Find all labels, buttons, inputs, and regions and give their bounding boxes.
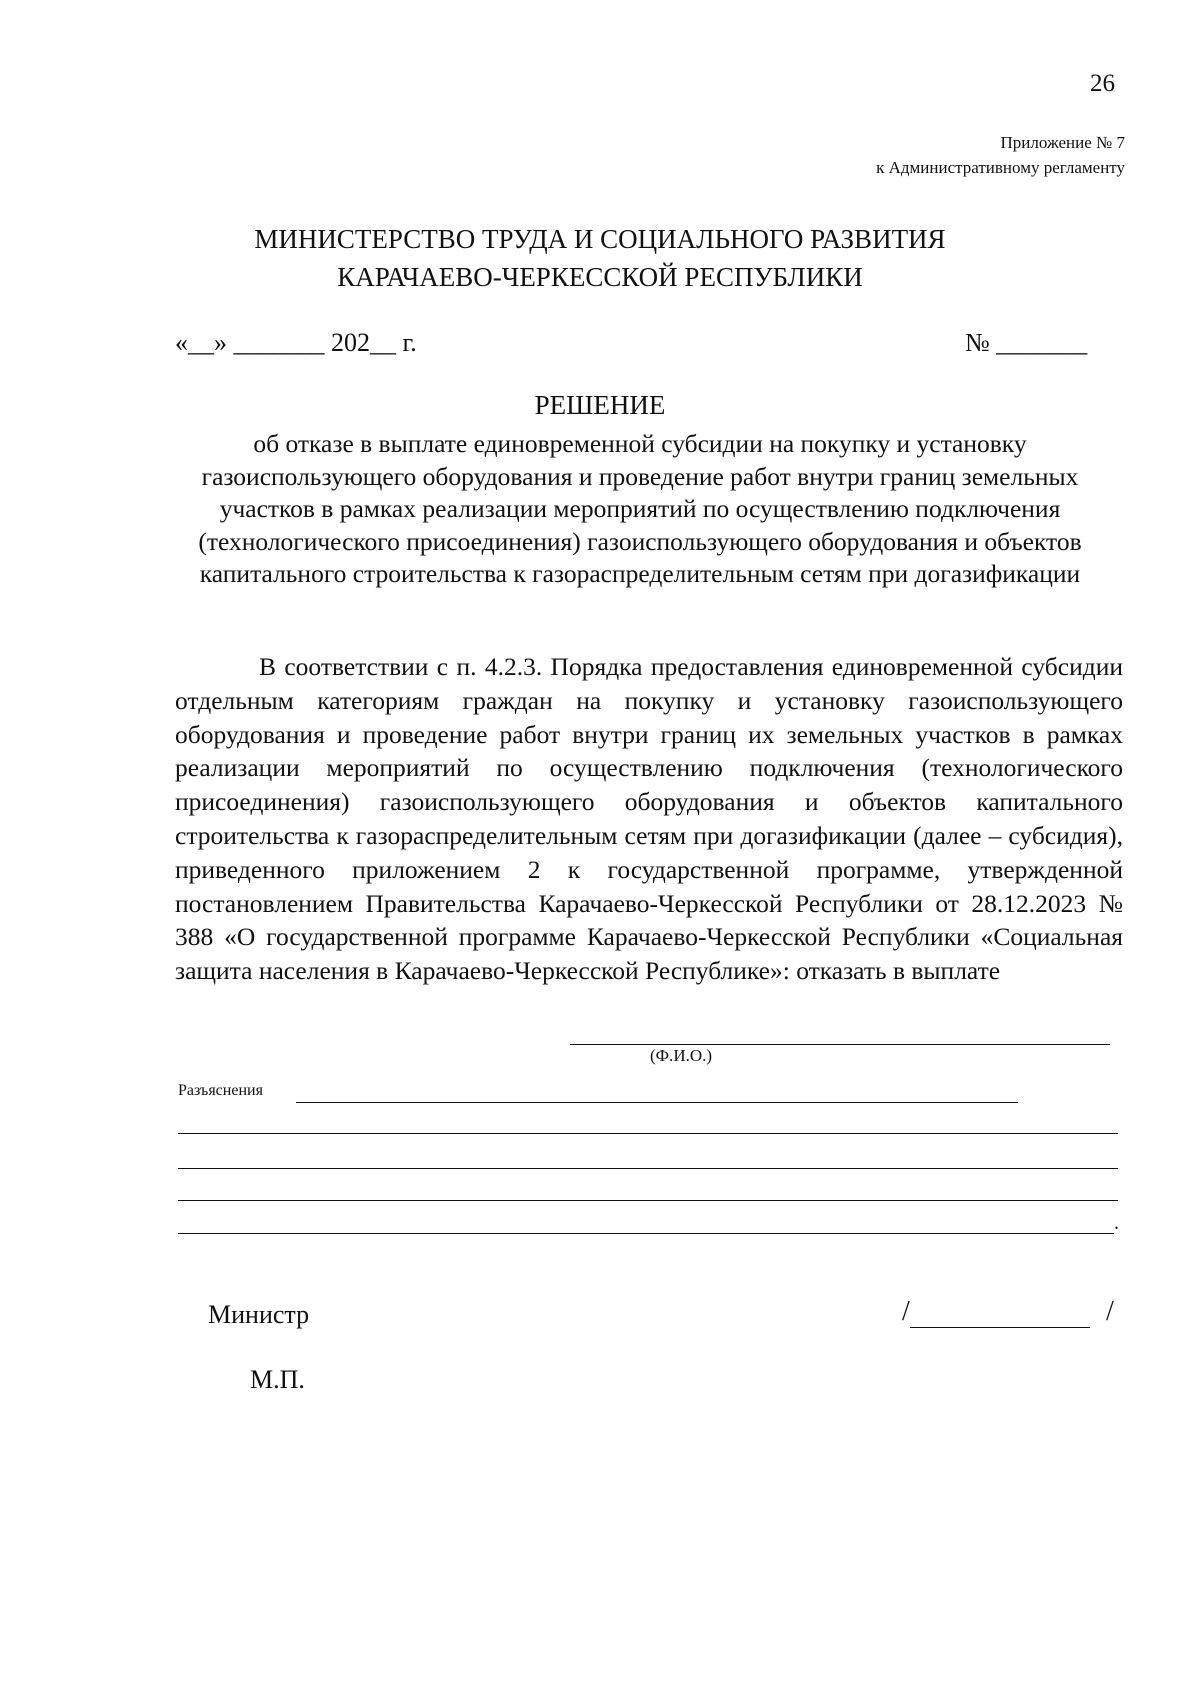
signature-slash-left: / bbox=[902, 1296, 910, 1327]
clarification-line-5 bbox=[178, 1233, 1114, 1234]
recipient-name-line bbox=[570, 1044, 1110, 1045]
recipient-name-hint: (Ф.И.О.) bbox=[650, 1046, 713, 1065]
page-number: 26 bbox=[1090, 70, 1115, 97]
document-number-field: № _______ bbox=[965, 328, 1088, 357]
ministry-title-line2: КАРАЧАЕВО-ЧЕРКЕССКОЙ РЕСПУБЛИКИ bbox=[337, 262, 863, 292]
ministry-title-line1: МИНИСТЕРСТВО ТРУДА И СОЦИАЛЬНОГО РАЗВИТИЯ bbox=[254, 224, 946, 254]
signatory-title: Министр bbox=[208, 1300, 310, 1329]
clarification-line-3 bbox=[178, 1168, 1118, 1169]
clarification-line-2 bbox=[178, 1133, 1118, 1134]
clarification-end-dot: . bbox=[1114, 1212, 1119, 1234]
signature-slash-right: / bbox=[1106, 1296, 1114, 1327]
clarification-line-1 bbox=[296, 1102, 1018, 1103]
appendix-note bbox=[876, 130, 1125, 180]
signature-line bbox=[910, 1327, 1090, 1328]
decision-subject: об отказе в выплате единовременной субсидии на покупку и установку газоиспользующего оборудования и проведение работ внутри границ земельных участков в рамках реализации мероприятий по осуществлению подключения (технологического присоединения) газоиспользующего оборудования и объектов капитального строительства к газораспределительным сетям при догазификации bbox=[198, 429, 1082, 588]
clarification-label: Разъяснения bbox=[178, 1082, 263, 1099]
decision-body: В соответствии с п. 4.2.3. Порядка предоставления единовременной субсидии отдельным категориям граждан на покупку и установку газоиспользующего оборудования и проведение работ внутри границ их земельных участков в рамках реализации мероприятий по осуществлению подключения (технологического присоединения) газоиспользующего оборудования и объектов капитального строительства к газораспределительным сетям при догазификации (далее – субсидия), приведенного приложением 2 к государственной программе, утвержденной постановлением Правительства Карачаево-Черкесской Республики от 28.12.2023 № 388 «О государственной программе Карачаево-Черкесской Республики «Социальная защита населения в Карачаево-Черкесской Республике»: отказать в выплате bbox=[175, 652, 1123, 986]
appendix-number: Приложение № 7 bbox=[1000, 133, 1125, 152]
ministry-title bbox=[0, 220, 1200, 296]
stamp-place: М.П. bbox=[250, 1365, 305, 1394]
date-field: «__» _______ 202__ г. bbox=[175, 328, 417, 357]
clarification-line-4 bbox=[178, 1200, 1118, 1201]
decision-heading: РЕШЕНИЕ bbox=[534, 390, 666, 420]
appendix-reference: к Административному регламенту bbox=[876, 158, 1125, 177]
